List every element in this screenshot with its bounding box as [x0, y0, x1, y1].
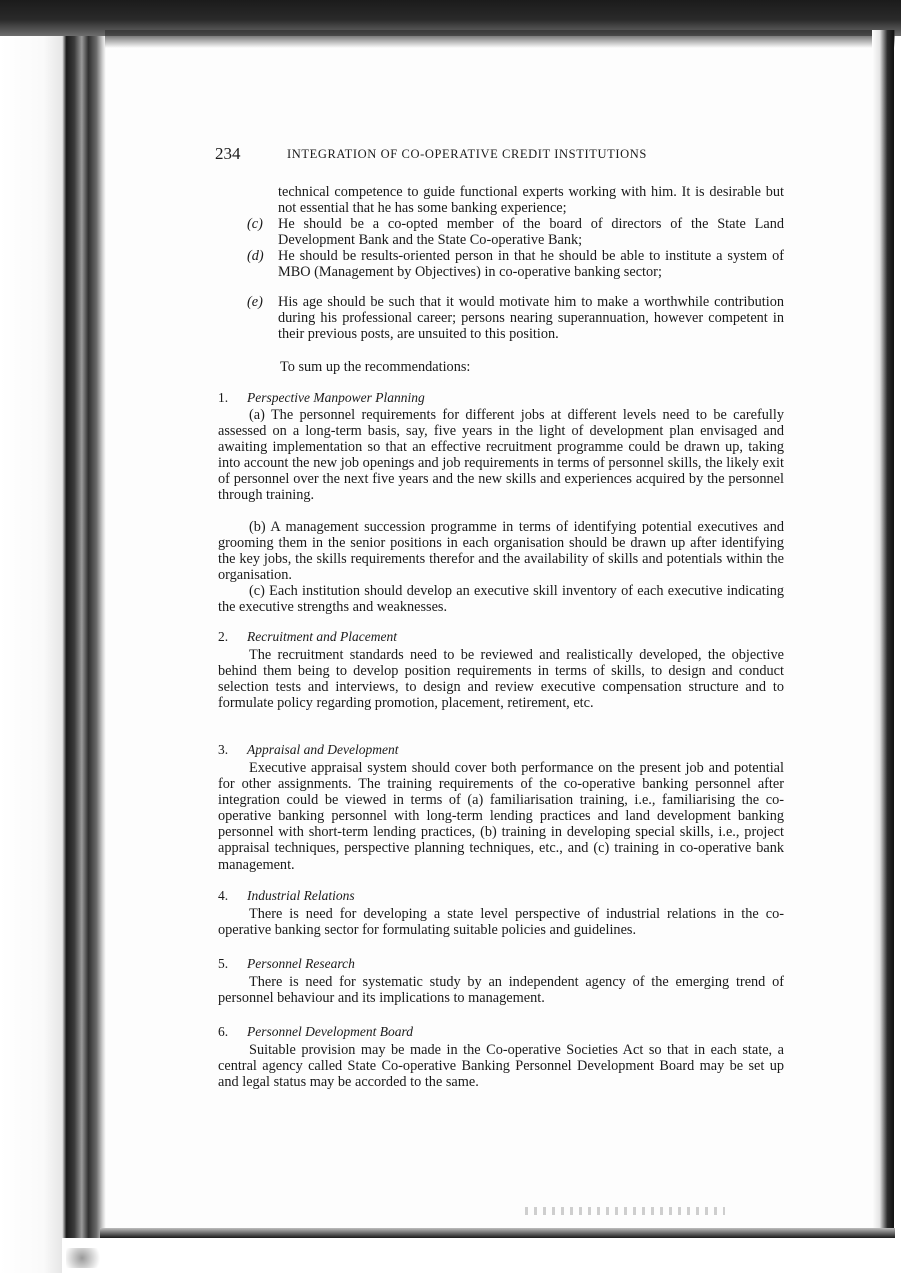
- section-number: 2.: [218, 629, 229, 644]
- section-heading-4: [218, 888, 355, 904]
- scan-margin-left: [0, 0, 62, 1273]
- section-6-para: Suitable provision may be made in the Co-operative Societies Act so that in each state, a central agency called State Co-operative Banking Personnel Development Board may be set up and legal status may be accorded to the same.: [218, 1042, 784, 1091]
- section-title: Perspective Manpower Planning: [247, 390, 425, 405]
- section-heading-6: [218, 1024, 413, 1040]
- scan-bottom-shadow: [100, 1228, 895, 1238]
- book-spine-shadow: [62, 0, 106, 1238]
- section-1-para-c: (c) Each institution should develop an executive skill inventory of each executive indicating the executive strengths and weaknesses.: [218, 583, 784, 616]
- scan-right-shadow: [872, 30, 894, 1238]
- section-heading-5: [218, 956, 355, 972]
- running-title: INTEGRATION OF CO-OPERATIVE CREDIT INSTITUTIONS: [287, 147, 647, 161]
- section-1-para-b: (b) A management succession programme in terms of identifying potential executives and grooming them in the senior positions in each organisation should be drawn up after identifying the key jobs, the skills requirements therefor and the availability of skills and potentials within the organisation.: [218, 519, 784, 584]
- page-number: 234: [215, 144, 241, 163]
- scan-dust: [525, 1207, 725, 1215]
- section-title: Personnel Research: [247, 956, 355, 971]
- section-title: Personnel Development Board: [247, 1024, 413, 1039]
- summary-intro: To sum up the recommendations:: [280, 359, 471, 375]
- criterion-text: He should be results-oriented person in that he should be able to institute a system of MBO (Management by Objectives) in co-operative banking sector;: [278, 248, 784, 281]
- criterion-text: He should be a co-opted member of the board of directors of the State Land Development Bank and the State Co-operative Bank;: [278, 216, 784, 249]
- section-number: 1.: [218, 390, 229, 405]
- criterion-continuation: technical competence to guide functional experts working with him. It is desirable but not essential that he has some banking experience;: [278, 184, 784, 217]
- section-5-para: There is need for systematic study by an independent agency of the emerging trend of personnel behaviour and its implications to management.: [218, 974, 784, 1007]
- criterion-c: [247, 216, 784, 249]
- criterion-marker: (c): [247, 216, 263, 232]
- section-4-para: There is need for developing a state level perspective of industrial relations in the co-operative banking sector for formulating suitable policies and guidelines.: [218, 906, 784, 939]
- section-heading-3: [218, 742, 398, 758]
- criterion-text: His age should be such that it would motivate him to make a worthwhile contribution during his professional career; persons nearing superannuation, however competent in their previous posts, are unsuited to this position.: [278, 294, 784, 343]
- running-head: [215, 144, 775, 164]
- section-number: 4.: [218, 888, 229, 903]
- criterion-marker: (d): [247, 248, 264, 264]
- section-title: Appraisal and Development: [247, 742, 399, 757]
- section-title: Recruitment and Placement: [247, 629, 397, 644]
- section-heading-1: [218, 390, 425, 406]
- section-heading-2: [218, 629, 397, 645]
- section-title: Industrial Relations: [247, 888, 355, 903]
- scan-top-fade: [105, 30, 895, 48]
- section-number: 6.: [218, 1024, 229, 1039]
- criterion-e: [247, 294, 784, 343]
- section-2-para: The recruitment standards need to be reviewed and realistically developed, the objective behind them being to develop position requirements in terms of skills, to design and conduct selection tests and interviews, to design and review executive compensation structure and to formulate policy regarding promotion, placement, retirement, etc.: [218, 647, 784, 712]
- criterion-d: [247, 248, 784, 281]
- section-1-para-a: (a) The personnel requirements for different jobs at different levels need to be carefully assessed on a long-term basis, say, five years in the light of development plan envisaged and awaiting implementation so that an effective recruitment programme could be drawn up, taking into account the new job openings and job requirements in terms of personnel skills, the likely exit of personnel over the next five years and the new skills and experiences acquired by the personnel through training.: [218, 407, 784, 504]
- section-3-para: Executive appraisal system should cover both performance on the present job and potential for other assignments. The training requirements of the co-operative banking personnel after integration could be viewed in terms of (a) familiarisation training, i.e., familiarising the co-operative banking personnel with long-term lending practices and land development banking personnel with short-term lending practices, (b) training in developing special skills, i.e., project appraisal techniques, perspective planning techniques, etc., and (c) training in co-operative bank management.: [218, 760, 784, 873]
- criterion-marker: (e): [247, 294, 263, 310]
- section-number: 5.: [218, 956, 229, 971]
- scan-smudge: [66, 1248, 106, 1268]
- section-number: 3.: [218, 742, 229, 757]
